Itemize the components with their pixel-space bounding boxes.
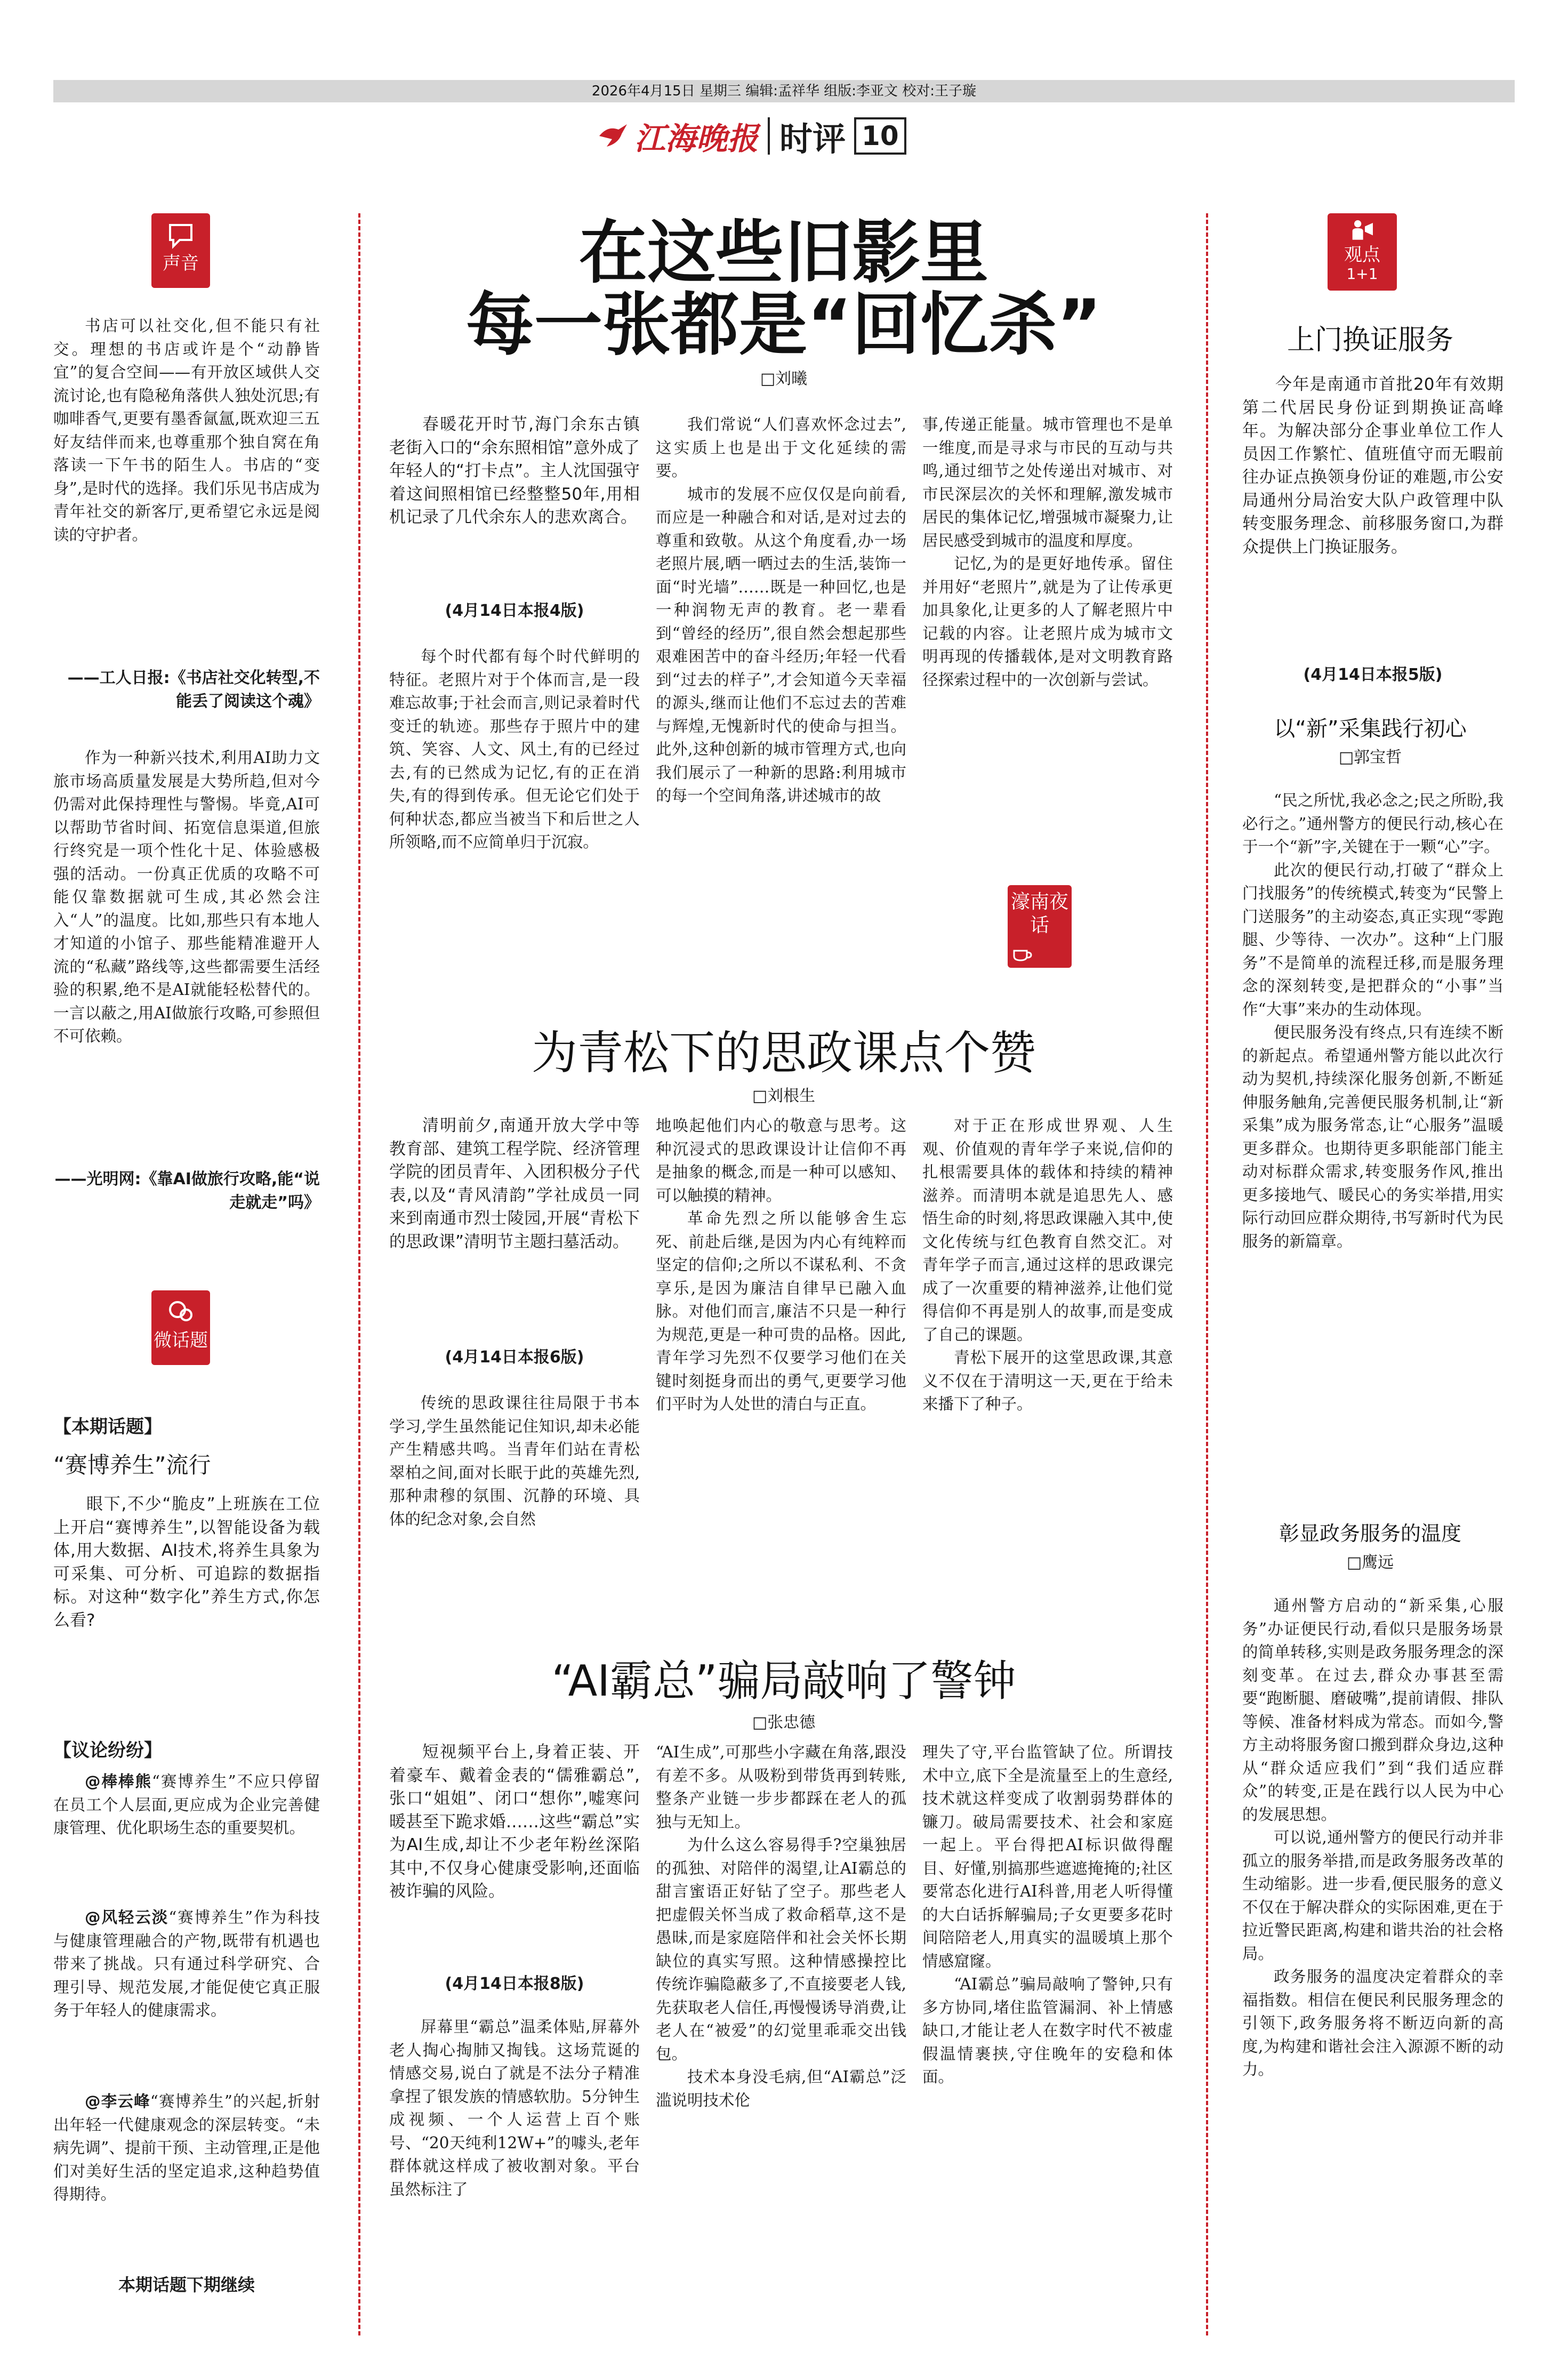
column-divider-right <box>1206 213 1208 2335</box>
article2-col3: 对于正在形成世界观、人生观、价值观的青年学子来说,信仰的扎根需要具体的载体和持续的精神滋养。而清明本就是追思先人、感悟生命的时刻,将思政课融入其中,使文化传统与红色教育自然交汇。对青年学子而言,通过这样的思政课完成了一次重要的精神滋养,让他们觉得信仰不再是别人的故事,而是变成了自己的课题。 青松下展开的这堂思政课,其意义不仅在于清明这一天,更在于给未来播下了种子。 <box>922 1117 1173 1413</box>
topic-text: 眼下,不少“脆皮”上班族在工位上开启“赛博养生”,以智能设备为载体,用大数据、AI技术,将养生具象为可采集、可分析、可追踪的数据指标。对这种“数字化”养生方式,你怎么看? <box>53 1495 320 1630</box>
chat-bubbles-icon <box>165 1296 197 1328</box>
badge-night-talk: 濠南夜话 <box>1008 885 1072 968</box>
masthead <box>597 112 906 160</box>
article3-col1: 屏幕里“霸总”温柔体贴,屏幕外老人掏心掏肺又掏钱。这场荒诞的情感交易,说白了就是不法分子精准拿捏了银发族的情感软肋。5分钟生成视频、一个人运营上百个账号、“20天纯利12W+”的噱头,老年群体就这样成了被收割对象。平台虽然标注了 <box>389 2018 640 2198</box>
article2-col1: 传统的思政课往往局限于书本学习,学生虽然能记住知识,却未必能产生精感共鸣。当青年们站在青松翠柏之间,面对长眠于此的英雄先烈,那种肃穆的氛围、沉静的环境、具体的纪念对象,会自然 <box>389 1394 640 1528</box>
main-byline: □刘曦 <box>760 370 808 388</box>
teacup-icon <box>1012 946 1033 962</box>
article2-ref: (4月14日本报6版) <box>445 1348 584 1367</box>
main-col2: 我们常说“人们喜欢怀念过去”,这实质上也是出于文化延续的需要。 城市的发展不应仅仅是向前看,而应是一种融合和对话,是对过去的尊重和致敬。从这个角度看,办一场老照片展,晒一晒过去的生活,装饰一面“时光墙”……既是一种回忆,也是一种润物无声的教育。老一辈看到“曾经的经历”,很自然会想起那些艰难困苦中的奋斗经历;年轻一代看到“过去的样子”,才会知道今天幸福的源头,继而让他们不忘过去的苦难与辉煌,无愧新时代的使命与担当。此外,这种创新的城市管理方式,也向我们展示了一种新的思路:利用城市的每一个空间角落,讲述城市的故 <box>656 415 906 805</box>
swallow-logo-icon <box>597 120 629 152</box>
comment-text: “赛博养生”不应只停留在员工个人层面,更应成为企业完善健康管理、优化职场生态的重要契机。 <box>53 1772 320 1837</box>
main-headline-line1: 在这些旧影里 <box>578 213 988 293</box>
continued-note: 本期话题下期继续 <box>118 2275 255 2295</box>
section-title: 时评 <box>779 119 846 158</box>
voice-item-source: ——工人日报:《书店社交化转型,不能丢了阅读这个魂》 <box>67 669 320 711</box>
article3-quote: 短视频平台上,身着正装、开着豪车、戴着金表的“儒雅霸总”,张口“姐姐”、闭口“想你”,嘘寒问暖甚至下跪求婚……这些“霸总”实为AI生成,却让不少老年粉丝深陷其中,不仅身心健康受影响,还面临被诈骗的风险。 <box>389 1743 640 1901</box>
voice-item-2 <box>53 746 320 1048</box>
badge-topic: 微话题 <box>151 1290 210 1365</box>
voice-item-text: 作为一种新兴技术,利用AI助力文旅市场高质量发展是大势所趋,但对今仍需对此保持理性与警惕。毕竟,AI可以帮助节省时间、拓宽信息渠道,但旅行终究是一项个性化十足、体验感极强的活动。一份真正优质的攻略不可能仅靠数据就可生成,其必然会注入“人”的温度。比如,那些只有本地人才知道的小馆子、那些能精准避开人流的“私藏”路线等,这些都需要生活经验的积累,绝不是AI就能轻松替代的。一言以蔽之,用AI做旅行攻略,可参照但不可依赖。 <box>53 749 320 1045</box>
discuss-label: 【议论纷纷】 <box>53 1740 162 1761</box>
comment-text: “赛博养生”的兴起,折射出年轻一代健康观念的深层转变。“未病先调”、提前干预、主动管理,正是他们对美好生活的坚定追求,这种趋势值得期待。 <box>53 2092 320 2203</box>
person-megaphone-icon <box>1349 218 1376 244</box>
right-byline-3: □鹰远 <box>1346 1553 1394 1572</box>
article3-headline: “AI霸总”骗局敲响了警钟 <box>551 1656 1016 1706</box>
topic-title: “赛博养生”流行 <box>53 1452 211 1478</box>
voice-item-text: 书店可以社交化,但不能只有社交。理想的书店或许是个“动静皆宜”的复合空间——有开放区域供人交流讨论,也有隐秘角落供人独处沉思;有咖啡香气,更要有墨香氤氲,既欢迎三五好友结伴而来,也尊重那个独自窝在角落读一下午书的陌生人。书店的“变身”,是时代的选择。我们乐见书店成为青年社交的新客厅,更希望它永远是阅读的守护者。 <box>53 317 320 544</box>
voice-item-1 <box>53 315 320 547</box>
article2-headline: 为青松下的思政课点个赞 <box>532 1026 1036 1080</box>
speech-icon <box>165 219 197 251</box>
comment-2 <box>53 1906 320 2022</box>
page-number: 10 <box>854 117 906 155</box>
right-title-2: 以“新”采集践行初心 <box>1274 717 1467 741</box>
article2-byline: □刘根生 <box>752 1087 816 1105</box>
article3-ref: (4月14日本报8版) <box>445 1974 584 1993</box>
main-ref: (4月14日本报4版) <box>445 601 584 620</box>
right-title-3: 彰显政务服务的温度 <box>1278 1522 1461 1545</box>
article2-col2: 地唤起他们内心的敬意与思考。这种沉浸式的思政课设计让信仰不再是抽象的概念,而是一种可以感知、可以触摸的精神。 革命先烈之所以能够舍生忘死、前赴后继,是因为内心有纯粹而坚定的信仰;之所以不谋私利、不贪享乐,是因为廉洁自律早已融入血脉。对他们而言,廉洁不只是一种行为规范,更是一种可贵的品格。因此,青年学习先烈不仅要学习他们在关键时刻挺身而出的勇气,更要学习他们平时为人处世的清白与正直。 <box>656 1117 906 1413</box>
right-text-2: “民之所忧,我必念之;民之所盼,我必行之。”通州警方的便民行动,核心在于一个“新”字,关键在于一颗“心”字。 此次的便民行动,打破了“群众上门找服务”的传统模式,转变为“民警上门送服务”的主动姿态,真正实现“零跑腿、少等待、一次办”。这种“上门服务”不是简单的流程迁移,而是服务理念的深刻转变,是把群众的“小事”当作“大事”来办的生动体现。 便民服务没有终点,只有连续不断的新起点。希望通州警方能以此次行动为契机,持续深化服务创新,不断延伸服务触角,完善便民服务机制,让“新采集”成为服务常态,让“心服务”温暖更多群众。也期待更多职能部门能主动对标群众需求,转变服务作风,推出更多接地气、暖民心的务实举措,用实际行动回应群众期待,书写新时代为民服务的新篇章。 <box>1242 791 1503 1250</box>
column-divider-left <box>358 213 360 2335</box>
article3-byline: □张忠德 <box>752 1713 816 1732</box>
article2-quote: 清明前夕,南通开放大学中等教育部、建筑工程学院、经济管理学院的团员青年、入团积极分子代表,以及“青风清韵”学社成员一同来到南通市烈士陵园,开展“青松下的思政课”清明节主题扫墓活动。 <box>389 1116 640 1251</box>
badge-viewpoint: 观点 1+1 <box>1328 213 1397 291</box>
article3-col2: “AI生成”,可那些小字藏在角落,跟没有差不多。从吸粉到带货再到转账,整条产业链一步步都踩在老人的孤独与无知上。 为什么这么容易得手?空巢独居的孤独、对陪伴的渴望,让AI霸总的甜言蜜语正好钻了空子。那些老人把虚假关怀当成了救命稻草,这不是愚昧,而是家庭陪伴和社会关怀长期缺位的真实写照。这种情感操控比传统诈骗隐蔽多了,不直接要老人钱,先获取老人信任,再慢慢诱导消费,让老人在“被爱”的幻觉里乖乖交出钱包。 技术本身没毛病,但“AI霸总”泛滥说明技术伦 <box>656 1743 906 2109</box>
right-title-1: 上门换证服务 <box>1286 324 1453 356</box>
right-ref-1: (4月14日本报5版) <box>1303 665 1443 684</box>
main-col1: 每个时代都有每个时代鲜明的特征。老照片对于个体而言,是一段难忘故事;于社会而言,则记录着时代变迁的轨迹。那些存于照片中的建筑、笑容、人文、风土,有的已经过去,有的已然成为记忆,有的正在消失,有的得到传承。但无论它们处于何种状态,都应当被当下和后世之人所领略,而不应简单归于沉寂。 <box>389 647 640 851</box>
main-headline-line2: 每一张都是“回忆杀” <box>465 285 1102 365</box>
right-byline-2: □郭宝哲 <box>1338 748 1402 767</box>
article3-col3: 理失了守,平台监管缺了位。所谓技术中立,底下全是流量至上的生意经,技术就这样变成了收割弱势群体的镰刀。破局需要技术、社会和家庭一起上。平台得把AI标识做得醒目、好懂,别搞那些遮遮掩掩的;社区要常态化进行AI科普,用老人听得懂的大白话拆解骗局;子女更要多花时间陪陪老人,用真实的温暖填上那个情感窟窿。 “AI霸总”骗局敲响了警钟,只有多方协同,堵住监管漏洞、补上情感缺口,才能让老人在数字时代不被虚假温情裹挟,守住晚年的安稳和体面。 <box>922 1743 1173 2086</box>
badge-voice: 声音 <box>151 213 210 288</box>
right-text-1: 今年是南通市首批20年有效期第二代居民身份证到期换证高峰年。为解决部分企事业单位工作人员因工作繁忙、值班值守而无暇前往办证点换领身份证的难题,市公安局通州分局治安大队户政管理中队转变服务理念、前移服务窗口,为群众提供上门换证服务。 <box>1242 375 1503 557</box>
comment-user: @风轻云淡 <box>85 1908 169 1926</box>
masthead-divider <box>768 117 770 155</box>
dateline-bar: 2026年4月15日 星期三 编辑:孟祥华 组版:李亚文 校对:王子璇 <box>53 80 1515 102</box>
paper-name: 江海晚报 <box>634 121 759 157</box>
comment-text: “赛博养生”作为科技与健康管理融合的产物,既带有机遇也带来了挑战。只有通过科学研究、合理引导、规范发展,才能促使它真正服务于年轻人的健康需求。 <box>53 1908 320 2019</box>
comment-3 <box>53 2090 320 2206</box>
voice-item-source: ——光明网:《靠AI做旅行攻略,能“说走就走”吗》 <box>54 1170 320 1212</box>
topic-label: 【本期话题】 <box>53 1416 162 1438</box>
comment-user: @棒棒熊 <box>85 1772 152 1791</box>
comment-user: @李云峰 <box>85 2092 150 2110</box>
right-text-3: 通州警方启动的“新采集,心服务”办证便民行动,看似只是服务场景的简单转移,实则是政务服务理念的深刻变革。在过去,群众办事甚至需要“跑断腿、磨破嘴”,提前请假、排队等候、准备材料成为常态。而如今,警方主动将服务窗口搬到群众身边,这种从“群众适应我们”到“我们适应群众”的转变,正是在践行以人民为中心的发展思想。 可以说,通州警方的便民行动并非孤立的服务举措,而是政务服务改革的生动缩影。进一步看,便民服务的意义不仅在于解决群众的实际困难,更在于拉近警民距离,构建和谐共治的社会格局。 政务服务的温度决定着群众的幸福指数。相信在便民利民服务理念的引领下,政务服务将不断迈向新的高度,为构建和谐社会注入源源不断的动力。 <box>1242 1596 1503 2078</box>
main-col3: 事,传递正能量。城市管理也不是单一维度,而是寻求与市民的互动与共鸣,通过细节之处传递出对城市、对市民深层次的关怀和理解,激发城市居民的集体记忆,增强城市凝聚力,让居民感受到城市的温度和厚度。 记忆,为的是更好地传承。留住并用好“老照片”,就是为了让传承更加具象化,让更多的人了解老照片中记载的内容。让老照片成为城市文明再现的传播载体,是对文明教育路径探索过程中的一次创新与尝试。 <box>922 415 1173 689</box>
comment-1 <box>53 1770 320 1840</box>
main-quote: 春暖花开时节,海门余东古镇老街入口的“余东照相馆”意外成了年轻人的“打卡点”。主人沈国强守着这间照相馆已经整整50年,用相机记录了几代余东人的悲欢离合。 <box>389 415 640 527</box>
